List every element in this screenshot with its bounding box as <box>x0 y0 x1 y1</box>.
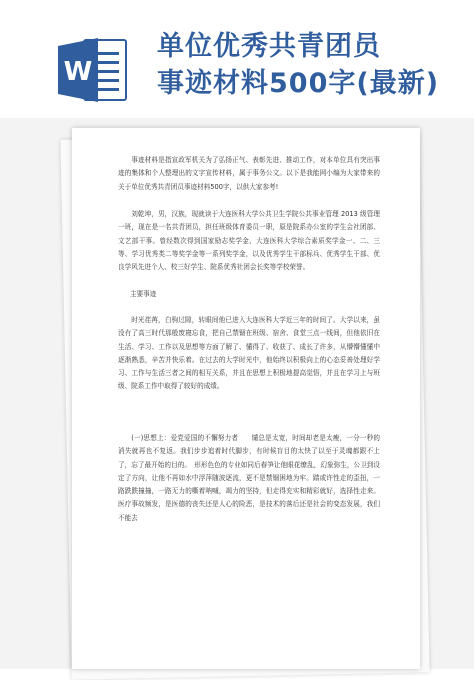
title-line-1: 单位优秀共青团员 <box>157 31 381 62</box>
body-paragraph-1: 时光荏苒，白驹过隙，转眼间他已进入大连医科大学近三年的时间了。大学以来，虽没有了高三时代那般废寝忘食，把自己禁锢在班级、宿舍、食堂三点一线间，但他依旧在生活、学习、工作以及思想等方面了解了、懂得了、收获了、成长了许多，从懵懵懂懂中逐渐熟悉，辛苦并快乐着。在过去的大学时光中，他始终以积极向上的心态妥善处理好学习、工作与生活三者之间的相互关系，并且在思想上积极地提高觉悟，并且在学习上与班级、院系工作中取得了较好的成绩。 <box>118 316 380 391</box>
section-heading: 主要事迹 <box>130 290 157 298</box>
header-banner <box>0 0 474 118</box>
page-title <box>157 28 439 102</box>
body-paragraph-2: (一)思想上：爱党爱国的不懈努力者 缱总是太宽，时间却老是太瘦，一分一秒的消失就再也不复返。我们步步追着时代脚步，有时候盲目的太快了以至于灵魂都跟不上了，忘了最开始的目的。 形形色色的专业如同后春笋让他眼花缭乱，幻象弥生，公卫到设定了方向，让他不再如水中浮萍随波逐流，更不是禁锢困地为牢。踏或许性走的歪扭，一路跌跌撞撞，一路无力的嘶着呐喊，竭力的坚持，但走得充实和精彩就好，选择性走来。医疗事故频发，是医德的丧失还是人心的险恶，是技术的落后还是社会的变态发展，我们不能去 <box>118 434 380 522</box>
logo-letter: W <box>63 57 93 87</box>
title-line-2: 事迹材料500字(最新) <box>157 68 440 99</box>
profile-paragraph: 刘乾坤，男，汉族，现就读于大连医科大学公共卫生学院公共事业管理 2013 级管理一班，现在是一名共青团员，担任班级体育委员一职，原是院系办公室的学生会社团部、文艺部干事。曾经数次得到国家励志奖学金、大连医科大学综合素质奖学金一、二、三等、学习优秀类二等奖学金等一系列奖学金，以及优秀学生干部标兵、优秀学生干部、优良学风先进个人、校三好学生、院系优秀社团会长奖等学校荣誉。 <box>118 210 380 272</box>
document-page <box>72 128 420 669</box>
word-document-icon <box>58 38 128 102</box>
intro-paragraph: 事迹材料是指宣政军机关为了弘扬正气、表彰先进、推动工作，对本单位具有突出事迹的集体和个人整理出的文字宣传材料，属于事务公文。以下是我能网小编为大家带来的关于单位优秀共青团员事迹材料500字，以供大家参考! <box>118 156 380 191</box>
